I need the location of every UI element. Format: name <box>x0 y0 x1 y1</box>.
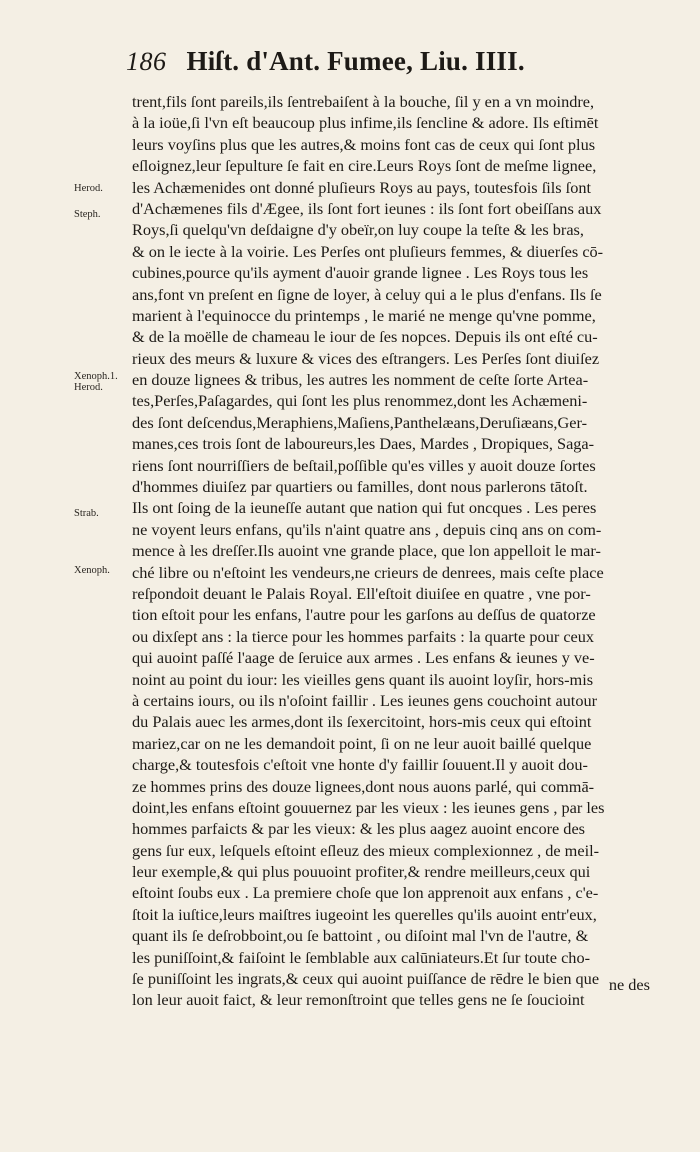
margin-note-herod: Herod. <box>74 183 103 194</box>
text-line-29: à certains iours, ou ils n'oſoint faillir . Les ieunes gens couchoint autour <box>132 690 598 710</box>
text-line-39: ſtoit la iuſtice,leurs maiſtres iugeoint les querelles qu'ils auoint entr'eux, <box>132 904 597 924</box>
text-line-36: gens ſur eux, leſquels eſtoint eſleuz des mieux complexionnez , de meil- <box>132 840 600 860</box>
text-line-11: marient à l'equinocce du printemps , le marié ne menge qu'vne pomme, <box>132 305 596 325</box>
text-line-17: manes,ces trois ſont de laboureurs,les Daes, Mardes , Dropiques, Saga- <box>132 434 595 454</box>
catchword: ne des <box>608 975 650 994</box>
text-line-15: tes,Perſes,Paſagardes, qui ſont les plus renommez,dont les Achæmeni- <box>132 391 588 411</box>
margin-note-xenoph-herod: Xenoph.1. Herod. <box>74 371 118 393</box>
text-line-4: eſloignez,leur ſepulture ſe fait en cire.Leurs Roys ſont de meſme lignee, <box>132 156 597 176</box>
text-line-38: eſtoint ſoubs eux . La premiere choſe que lon apprenoit aux enfans , c'e- <box>132 883 599 903</box>
text-line-14: en douze lignees & tribus, les autres les nomment de ceſte ſorte Artea- <box>132 370 589 390</box>
text-line-24: reſpondoit deuant le Palais Royal. Ell'eſtoit diuiſee en quatre , vne por- <box>132 583 591 603</box>
text-line-5: les Achæmenides ont donné pluſieurs Roys au pays, toutesfois ſils ſont <box>132 177 592 197</box>
margin-note-strab: Strab. <box>74 508 99 519</box>
text-line-3: leurs voyſins plus que les autres,& moins font cas de ceux qui ſont plus <box>132 134 596 154</box>
text-line-26: ou dixſept ans : la tierce pour les hommes parfaits : la quarte pour ceux <box>132 626 595 646</box>
text-line-27: qui auoint paſſé l'aage de ſeruice aux armes . Les enfans & ieunes y ve- <box>132 648 595 668</box>
text-line-34: doint,les enfans eſtoint gouuernez par les vieux : les ieunes gens , par les <box>132 797 605 817</box>
text-line-16: des ſont deſcendus,Meraphiens,Maſiens,Panthelæans,Deruſiæans,Ger- <box>132 412 587 432</box>
text-line-31: mariez,car on ne les demandoit point, ſi on ne leur auoit baillé quelque <box>132 733 592 753</box>
text-line-28: noint au point du iour: les vieilles gens quant ils auoint loyſir, hors-mis <box>132 669 594 689</box>
text-line-19: d'hommes diuiſez par quartiers ou familles, dont nous parlerons tātoſt. <box>132 477 588 497</box>
text-line-37: leur exemple,& qui plus pouuoint profiter,& rendre meilleurs,ceux qui <box>132 862 591 882</box>
text-line-8: & on le iecte à la voirie. Les Perſes ont pluſieurs femmes, & diuerſes cō- <box>132 241 604 261</box>
text-line-22: mence à les dreſſer.Ils auoint vne grande place, que lon appelloit le mar- <box>132 541 601 561</box>
text-line-33: ze hommes prins des douze lignees,dont nous auons parlé, qui commā- <box>132 776 595 796</box>
text-line-23: ché libre ou n'eſtoint les vendeurs,ne crieurs de denrees, mais ceſte place <box>132 562 604 582</box>
text-line-40: quant ils ſe deſrobboint,ou ſe battoint , ou diſoint mal l'vn de l'autre, & <box>132 926 589 946</box>
text-line-42: ſe puniſſoint les ingrats,& ceux qui auoint puiſſance de rēdre le bien que <box>132 969 600 989</box>
text-line-12: & de la moëlle de chameau le iour de ſes nopces. Depuis ils ont eſté cu- <box>132 327 598 347</box>
text-line-41: les puniſſoint,& faiſoint le ſemblable aux calūniateurs.Et ſur toute cho- <box>132 947 591 967</box>
text-line-43: lon leur auoit faict, & leur remonſtroint que telles gens ne ſe ſoucioint <box>132 990 585 1010</box>
text-line-25: tion eſtoit pour les enfans, l'autre pour les garſons au deſſus de quatorze <box>132 605 596 625</box>
text-line-30: du Palais auec les armes,dont ils ſexercitoint, hors-mis ceux qui eſtoint <box>132 712 592 732</box>
text-line-2: à la ioüe,ſi l'vn eſt beaucoup plus infime,ils ſencline & adore. Ils eſtimēt <box>132 113 599 133</box>
margin-note-steph: Steph. <box>74 209 101 220</box>
page-header <box>126 46 566 84</box>
text-line-10: ans,font vn preſent en ſigne de loyer, à celuy qui a le plus d'enfans. Ils ſe <box>132 284 602 304</box>
text-line-6: d'Achæmenes fils d'Ægee, ils ſont fort ieunes : ils ſont fort obeiſſans aux <box>132 198 602 218</box>
text-line-7: Roys,ſi quelqu'vn deſdaigne d'y obeïr,on luy coupe la teſte & les bras, <box>132 220 584 240</box>
page-number: 186 <box>126 47 167 76</box>
running-title: Hiſt. d'Ant. Fumee, Liu. IIII. <box>186 46 525 76</box>
text-line-35: hommes parfaicts & par les vieux: & les plus aagez auoint encore des <box>132 819 586 839</box>
margin-note-xenoph: Xenoph. <box>74 565 110 576</box>
text-line-20: Ils ont ſoing de la ieuneſſe autant que nation qui fut oncques . Les peres <box>132 498 597 518</box>
text-line-1: trent,fils ſont pareils,ils ſentrebaiſent à la bouche, ſil y en a vn moindre, <box>132 92 595 111</box>
text-line-32: charge,& toutesfois c'eſtoit vne honte d'y faillir ſouuent.Il y auoit dou- <box>132 755 588 775</box>
text-line-18: riens ſont nourriſſiers de beſtail,poſſible qu'es villes y auoit douze ſortes <box>132 455 596 475</box>
text-line-21: ne voyent leurs enfans, qu'ils n'aint quatre ans , depuis cinq ans on com- <box>132 519 602 539</box>
text-line-13: rieux des meurs & luxure & vices des eſtrangers. Les Perſes ſont diuiſez <box>132 348 600 368</box>
body-text <box>132 91 656 1011</box>
text-line-9: cubines,pource qu'ils ayment d'auoir grande lignee . Les Roys tous les <box>132 263 589 283</box>
